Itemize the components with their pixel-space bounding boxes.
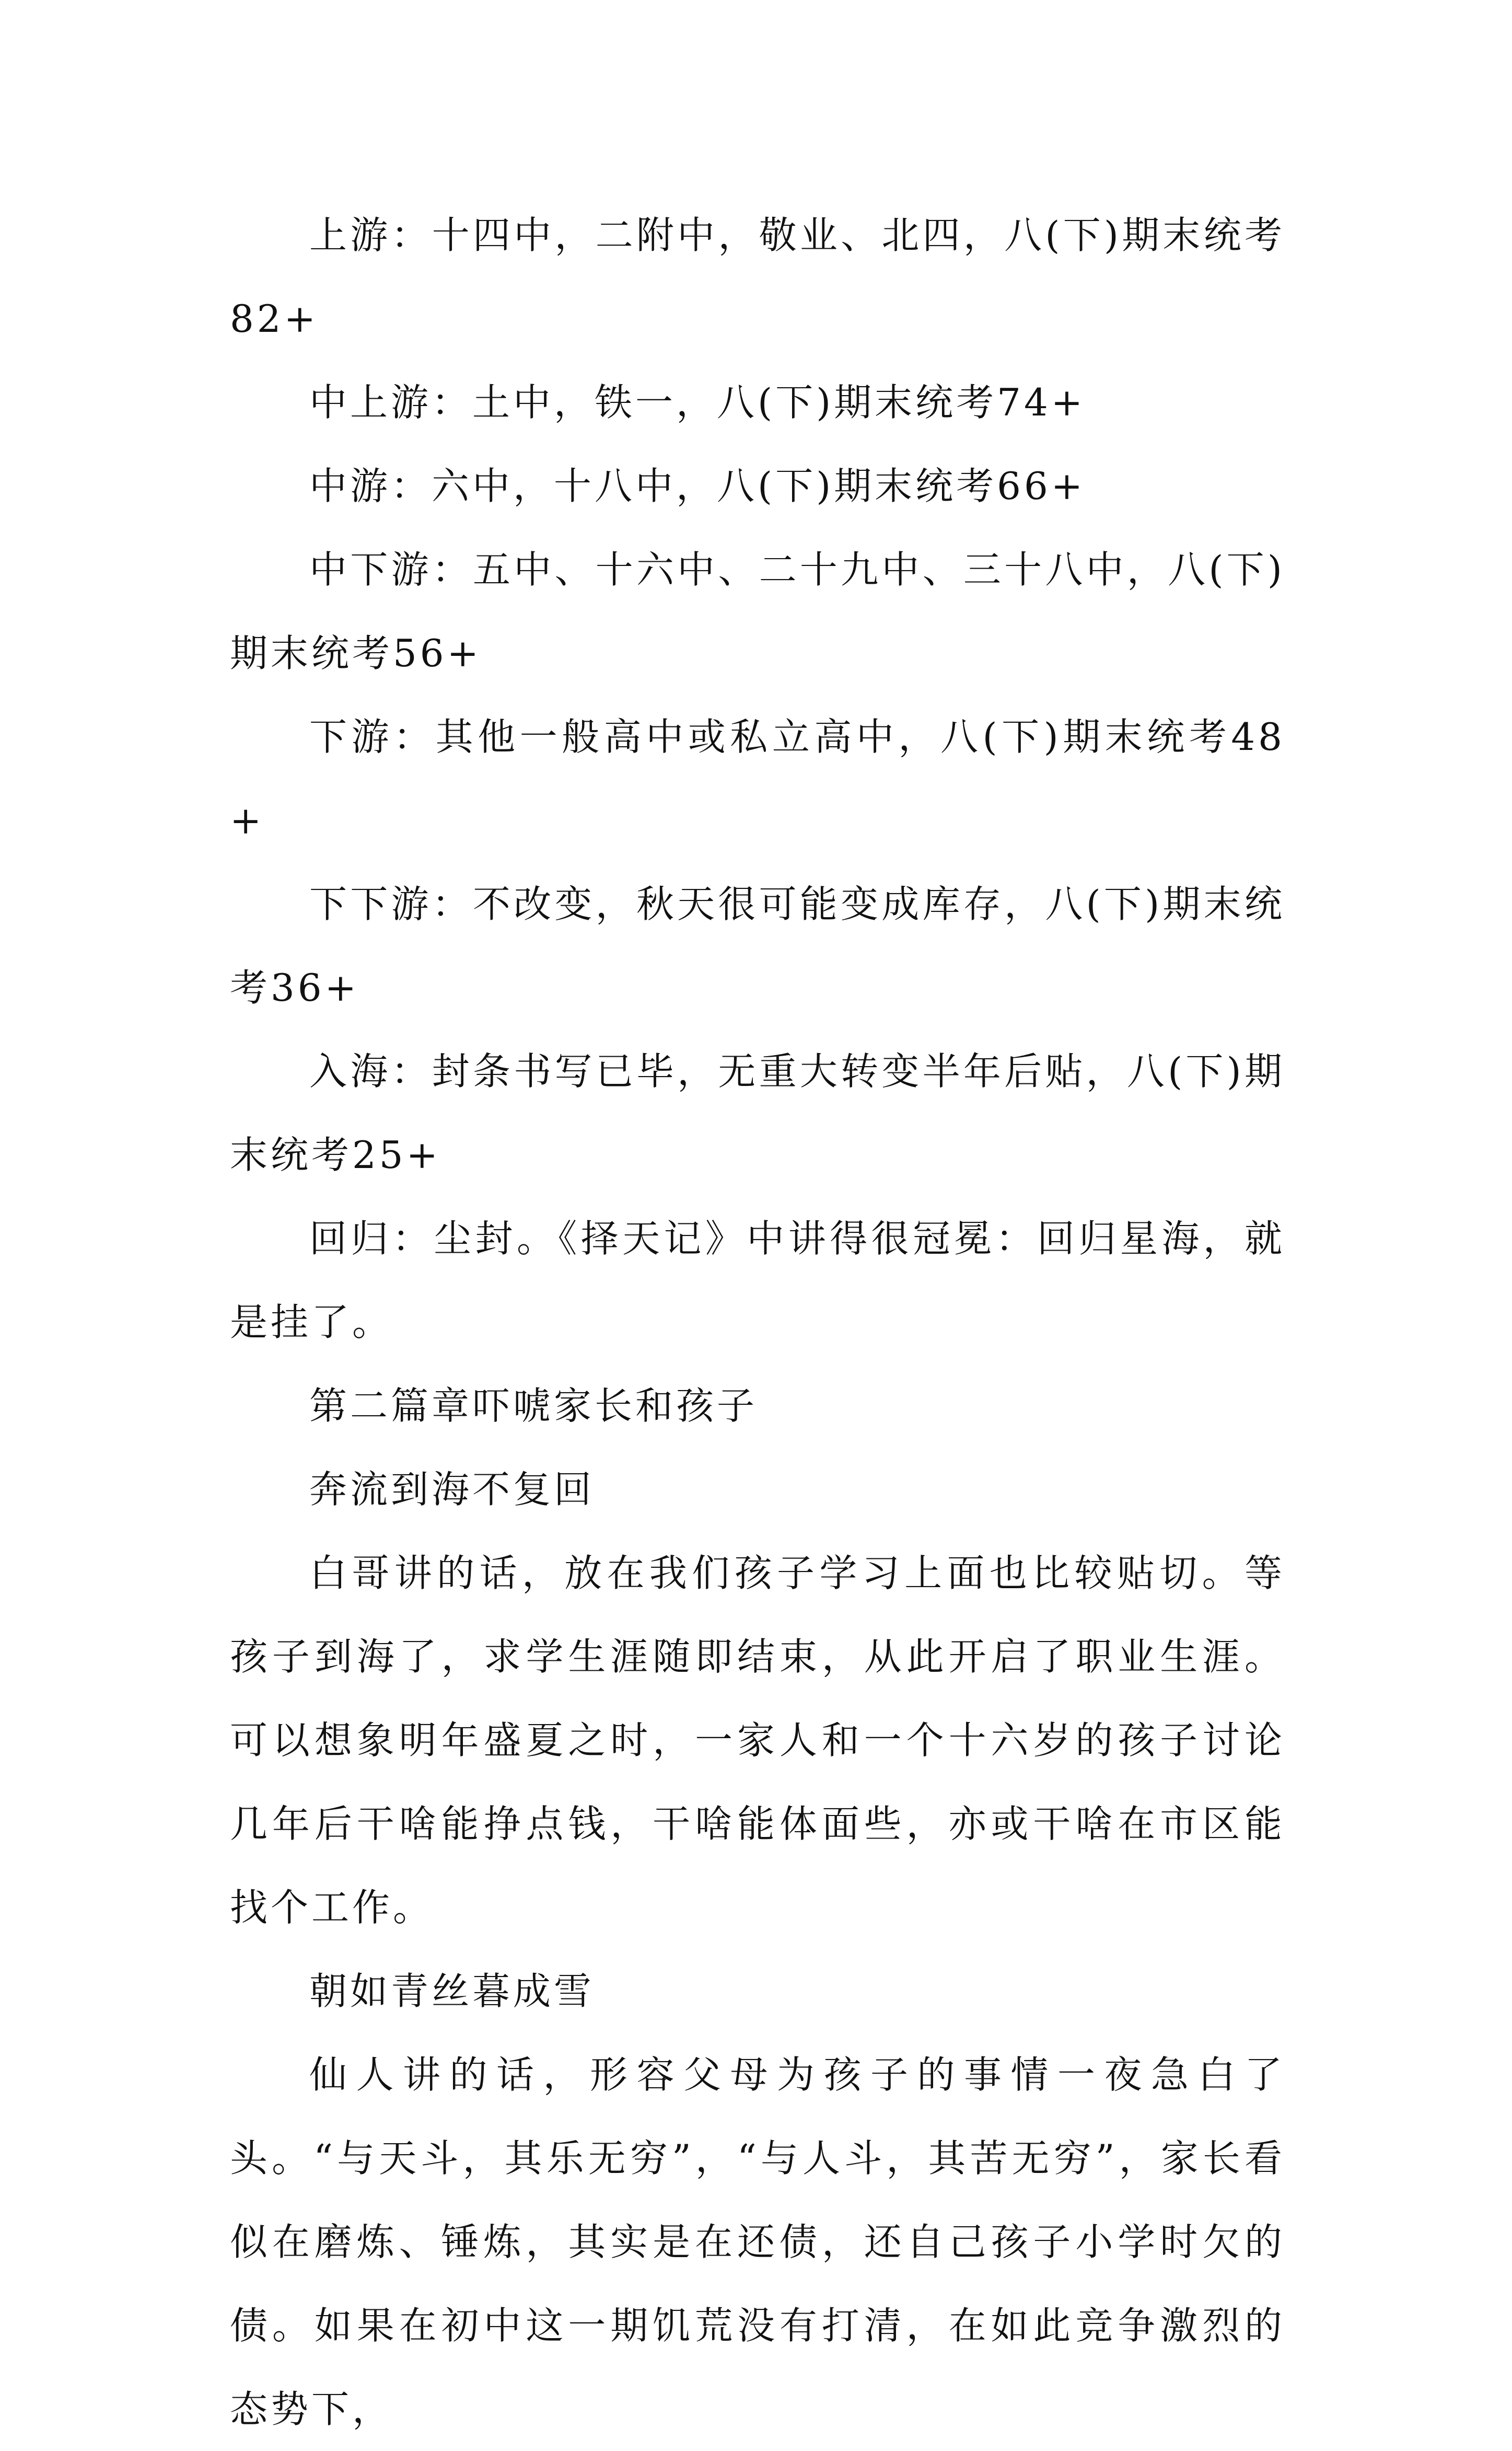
subheading-river-to-sea: 奔流到海不复回 — [309, 1467, 595, 1511]
paragraph-return: 回归：尘封。《择天记》中讲得很冠冕：回归星海，就是挂了。 — [230, 1217, 1285, 1344]
subheading-black-hair-white-snow: 朝如青丝暮成雪 — [309, 1969, 595, 2013]
paragraph-parents: 仙人讲的话，形容父母为孩子的事情一夜急白了头。“与天斗，其乐无穷”，“与人斗，其苦无穷”，家长看似在磨炼、锤炼，其实是在还债，还自己孩子小学时欠的债。如果在初中这一期饥荒没有打清，在如此竞争激烈的态势下， — [230, 2053, 1285, 2431]
paragraph-career: 白哥讲的话，放在我们孩子学习上面也比较贴切。等孩子到海了，求学生涯随即结束，从此开启了职业生涯。可以想象明年盛夏之时，一家人和一个十六岁的孩子讨论几年后干啥能挣点钱，干啥能体面些，亦或干啥在市区能找个工作。 — [230, 1551, 1285, 1929]
paragraph-downstream: 下游：其他一般高中或私立高中，八(下)期末统考48+ — [230, 715, 1285, 842]
paragraph-lower-midstream: 中下游：五中、十六中、二十九中、三十八中，八(下)期末统考56+ — [230, 548, 1285, 675]
paragraph-upper-midstream: 中上游：土中，铁一，八(下)期末统考74+ — [309, 380, 1086, 424]
paragraph-into-sea: 入海：封条书写已毕，无重大转变半年后贴，八(下)期末统考25+ — [230, 1049, 1285, 1177]
paragraph-lower-downstream: 下下游：不改变，秋天很可能变成库存，八(下)期末统考36+ — [230, 882, 1285, 1010]
section-heading: 第二篇章吓唬家长和孩子 — [309, 1384, 758, 1428]
document-body — [230, 193, 1285, 2451]
paragraph-midstream: 中游：六中，十八中，八(下)期末统考66+ — [309, 464, 1086, 508]
paragraph-upstream: 上游：十四中，二附中，敬业、北四，八(下)期末统考82+ — [230, 213, 1285, 341]
